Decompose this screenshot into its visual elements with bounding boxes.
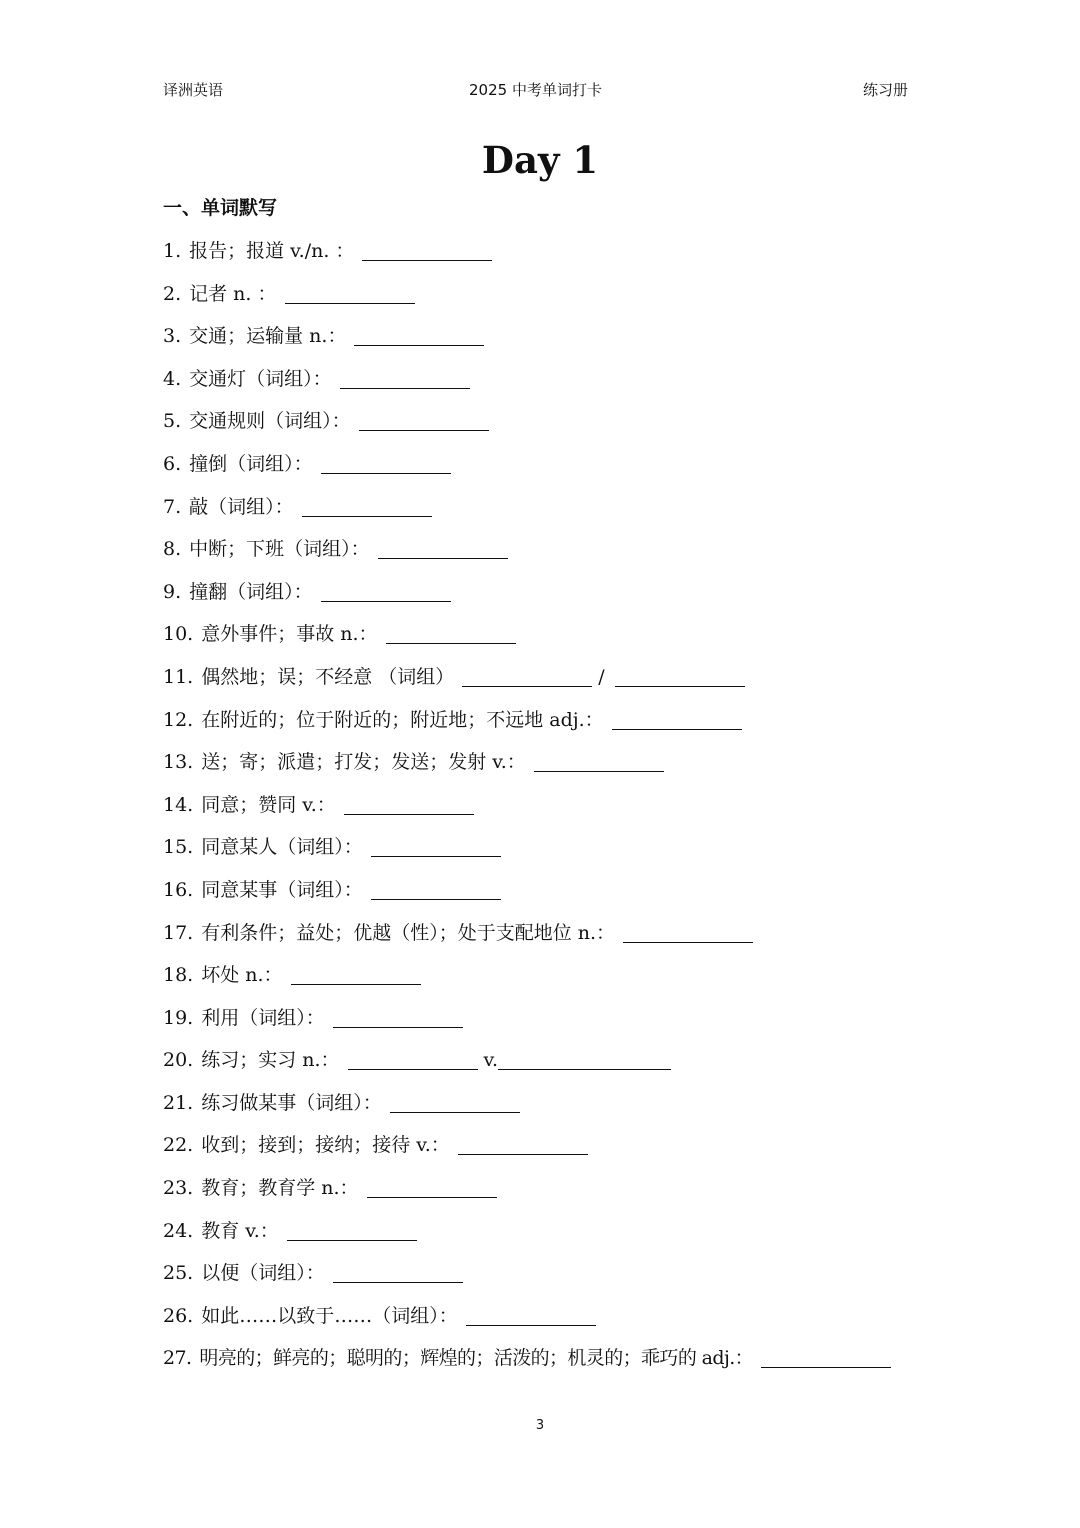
answer-blank[interactable]	[291, 960, 421, 985]
item-number: 11.	[163, 665, 194, 688]
item-number: 5.	[163, 410, 182, 433]
answer-blank[interactable]	[287, 1216, 417, 1241]
item-prompt: 练习做某事（词组）：	[201, 1091, 382, 1114]
item-prompt: 收到；接到；接纳；接待 v.：	[201, 1134, 450, 1157]
list-item	[163, 321, 923, 364]
answer-blank[interactable]	[348, 1045, 478, 1070]
list-item	[163, 492, 923, 535]
list-item	[163, 960, 923, 1003]
verb-label: v.	[483, 1049, 499, 1072]
list-item	[163, 1045, 923, 1088]
answer-blank[interactable]	[340, 364, 470, 389]
header-title: 2025 中考单词打卡	[469, 81, 602, 99]
answer-blank-second[interactable]	[498, 1045, 671, 1070]
item-prompt: 同意某人（词组）：	[201, 836, 363, 859]
item-number: 23.	[163, 1177, 194, 1200]
list-item	[163, 1088, 923, 1131]
answer-blank[interactable]	[761, 1343, 891, 1368]
list-item	[163, 918, 923, 961]
item-prompt: 坏处 n.：	[201, 964, 283, 987]
answer-blank[interactable]	[623, 918, 753, 943]
list-item	[163, 1301, 923, 1344]
item-number: 3.	[163, 325, 182, 348]
item-number: 21.	[163, 1091, 194, 1114]
answer-blank[interactable]	[285, 279, 415, 304]
answer-blank[interactable]	[612, 705, 742, 730]
item-prompt: 教育 v.：	[201, 1219, 279, 1242]
item-number: 26.	[163, 1304, 194, 1327]
item-prompt: 有利条件；益处；优越（性）；处于支配地位 n.：	[201, 921, 616, 944]
item-number: 25.	[163, 1262, 194, 1285]
item-prompt: 明亮的；鲜亮的；聪明的；辉煌的；活泼的；机灵的；乖巧的 adj.：	[199, 1347, 754, 1370]
item-number: 24.	[163, 1219, 194, 1242]
item-number: 12.	[163, 708, 194, 731]
item-number: 16.	[163, 878, 194, 901]
item-number: 19.	[163, 1006, 194, 1029]
list-item	[163, 1258, 923, 1301]
list-item	[163, 236, 923, 279]
page-header	[163, 78, 908, 102]
item-prompt: 中断；下班（词组）：	[189, 538, 370, 561]
answer-blank[interactable]	[321, 449, 451, 474]
item-prompt: 同意某事（词组）：	[201, 878, 363, 901]
item-number: 1.	[163, 240, 182, 262]
answer-blank[interactable]	[359, 406, 489, 431]
item-prompt: 偶然地；误；不经意 （词组）	[201, 665, 455, 688]
list-item	[163, 279, 923, 322]
answer-blank[interactable]	[378, 534, 508, 559]
blank-separator: /	[598, 665, 605, 688]
item-prompt: 敲（词组）：	[189, 495, 294, 518]
answer-blank-second[interactable]	[615, 662, 745, 687]
item-number: 2.	[163, 282, 182, 305]
item-prompt: 记者 n. ：	[189, 282, 277, 305]
item-prompt: 撞倒（词组）：	[189, 452, 313, 475]
answer-blank[interactable]	[302, 492, 432, 517]
list-item	[163, 577, 923, 620]
list-item	[163, 1343, 923, 1386]
item-prompt: 送；寄；派遣；打发；发送；发射 v.：	[201, 751, 526, 774]
item-number: 14.	[163, 793, 194, 816]
section-heading: 一、单词默写	[163, 197, 278, 219]
list-item	[163, 705, 923, 748]
item-prompt: 以便（词组）：	[201, 1262, 325, 1285]
list-item	[163, 1173, 923, 1216]
page-title: Day 1	[481, 138, 599, 182]
item-number: 7.	[163, 495, 182, 518]
answer-blank[interactable]	[362, 236, 492, 261]
list-item	[163, 364, 923, 407]
answer-blank[interactable]	[534, 747, 664, 772]
item-prompt: 同意；赞同 v.：	[201, 793, 336, 816]
list-item	[163, 1216, 923, 1259]
answer-blank[interactable]	[344, 790, 474, 815]
item-prompt: 交通；运输量 n.：	[189, 325, 347, 348]
item-prompt: 在附近的；位于附近的；附近地；不远地 adj.：	[201, 708, 604, 731]
answer-blank[interactable]	[371, 875, 501, 900]
item-prompt: 利用（词组）：	[201, 1006, 325, 1029]
list-item	[163, 790, 923, 833]
page-number: 3	[535, 1418, 545, 1433]
list-item	[163, 747, 923, 790]
item-number: 10.	[163, 623, 194, 646]
item-number: 17.	[163, 921, 194, 944]
list-item	[163, 875, 923, 918]
item-number: 27.	[163, 1347, 192, 1370]
answer-blank[interactable]	[371, 832, 501, 857]
header-workbook-label: 练习册	[862, 81, 908, 99]
item-number: 4.	[163, 367, 182, 390]
item-number: 13.	[163, 751, 194, 774]
item-prompt: 练习；实习 n.：	[201, 1049, 340, 1072]
answer-blank[interactable]	[354, 321, 484, 346]
item-number: 9.	[163, 580, 182, 603]
item-prompt: 报告；报道 v./n. ：	[189, 240, 355, 262]
item-prompt: 教育；教育学 n.：	[201, 1177, 359, 1200]
item-prompt: 撞翻（词组）：	[189, 580, 313, 603]
item-prompt: 交通规则（词组）：	[189, 410, 351, 433]
vocabulary-list	[163, 236, 923, 1386]
answer-blank[interactable]	[458, 1130, 588, 1155]
item-prompt: 意外事件；事故 n.：	[201, 623, 378, 646]
item-number: 8.	[163, 538, 182, 561]
answer-blank[interactable]	[386, 619, 516, 644]
list-item	[163, 662, 923, 705]
item-number: 15.	[163, 836, 194, 859]
list-item	[163, 1130, 923, 1173]
answer-blank[interactable]	[462, 662, 592, 687]
item-number: 22.	[163, 1134, 194, 1157]
answer-blank[interactable]	[367, 1173, 497, 1198]
item-number: 6.	[163, 452, 182, 475]
answer-blank[interactable]	[333, 1003, 463, 1028]
answer-blank[interactable]	[321, 577, 451, 602]
item-number: 20.	[163, 1049, 194, 1072]
answer-blank[interactable]	[390, 1088, 520, 1113]
answer-blank[interactable]	[466, 1301, 596, 1326]
list-item	[163, 1003, 923, 1046]
list-item	[163, 832, 923, 875]
list-item	[163, 449, 923, 492]
list-item	[163, 534, 923, 577]
item-prompt: 交通灯（词组）：	[189, 367, 332, 390]
item-prompt: 如此……以致于……（词组）：	[201, 1304, 458, 1327]
item-number: 18.	[163, 964, 194, 987]
answer-blank[interactable]	[333, 1258, 463, 1283]
header-brand: 译洲英语	[163, 81, 224, 99]
list-item	[163, 406, 923, 449]
list-item	[163, 619, 923, 662]
